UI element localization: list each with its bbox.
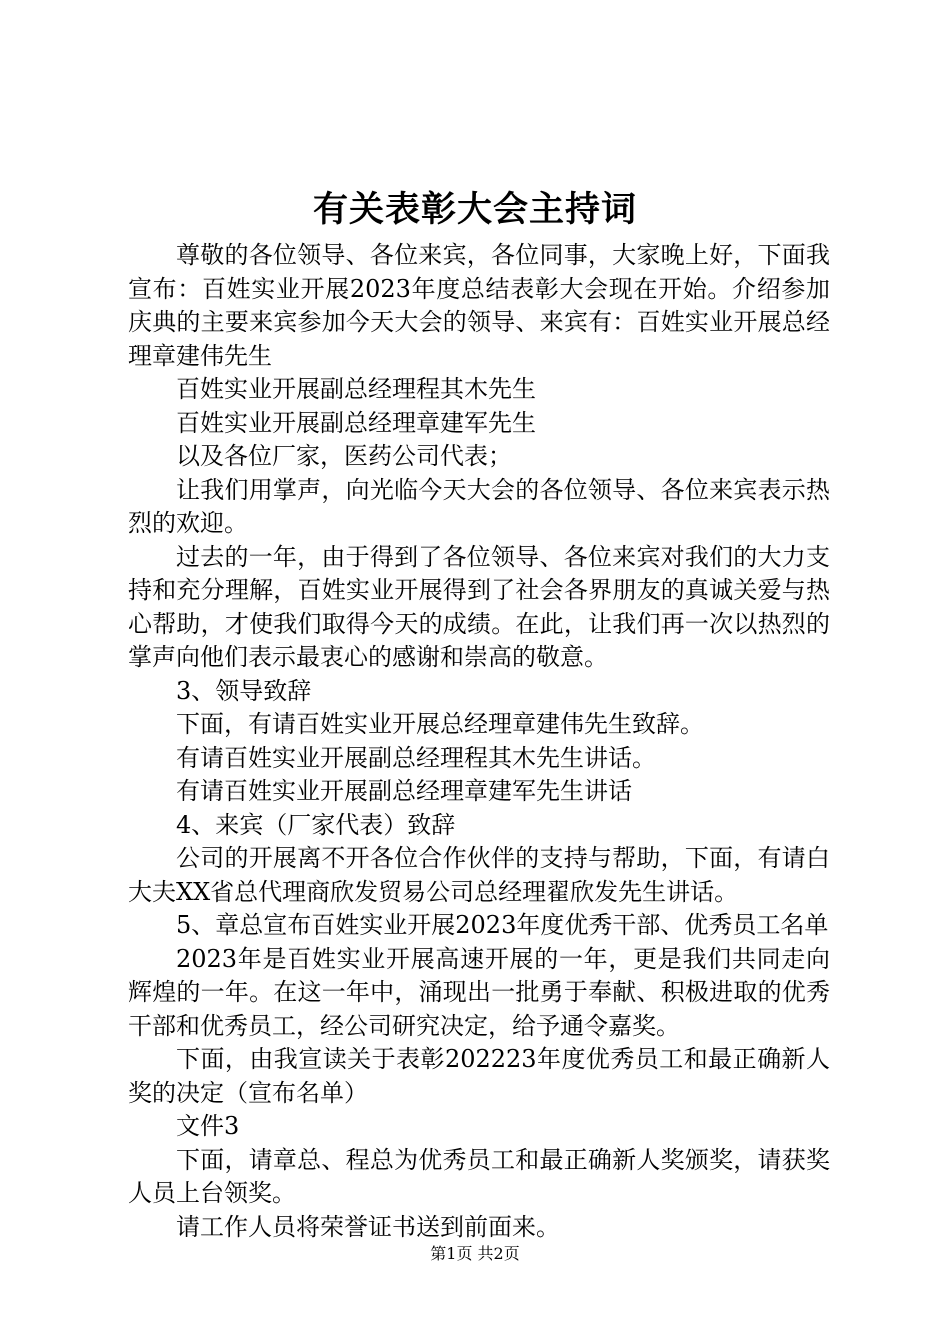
- paragraph-speech-2: 有请百姓实业开展副总经理程其木先生讲话。: [176, 743, 656, 772]
- paragraph-guest-others: 以及各位厂家，医药公司代表；: [176, 442, 512, 470]
- paragraph-thanks: 过去的一年，由于得到了各位领导、各位来宾对我们的大力支持和充分理解，百姓实业开展得到了社会各界朋友的真诚关爱与热心帮助，才使我们取得今天的成绩。在此，让我们再一次以热烈的掌声向他们表示最衷心的感谢和崇高的敬意。: [128, 542, 830, 671]
- section-heading-guest-speech: 4、来宾（厂家代表）致辞: [176, 810, 456, 839]
- document-title: 有关表彰大会主持词: [312, 189, 637, 230]
- paragraph-certificates: 请工作人员将荣誉证书送到前面来。: [176, 1212, 560, 1241]
- paragraph-greeting: 尊敬的各位领导、各位来宾，各位同事，大家晚上好，下面我宣布：百姓实业开展2023年度总结表彰大会现在开始。介绍参加庆典的主要来宾参加今天大会的领导、来宾有：百姓实业开展总经理章建伟先生: [128, 241, 830, 370]
- page-number-footer: 第1页 共2页: [430, 1244, 520, 1263]
- section-heading-leader-speech: 3、领导致辞: [176, 676, 312, 705]
- paragraph-guest-2: 百姓实业开展副总经理章建军先生: [176, 408, 536, 437]
- section-heading-awards: 5、章总宣布百姓实业开展2023年度优秀干部、优秀员工名单: [176, 911, 829, 939]
- paragraph-speech-1: 下面，有请百姓实业开展总经理章建伟先生致辞。: [176, 710, 704, 738]
- paragraph-speech-3: 有请百姓实业开展副总经理章建军先生讲话: [176, 777, 632, 805]
- document-body: [128, 239, 830, 1244]
- paragraph-year-review: 2023年是百姓实业开展高速开展的一年，更是我们共同走向辉煌的一年。在这一年中，涌现出一批勇于奉献、积极进取的优秀干部和优秀员工，经公司研究决定，给予通令嘉奖。: [128, 944, 830, 1040]
- paragraph-announcement: 下面，由我宣读关于表彰202223年度优秀员工和最正确新人奖的决定（宣布名单）: [128, 1045, 830, 1107]
- paragraph-guest-1: 百姓实业开展副总经理程其木先生: [176, 375, 536, 403]
- paragraph-partner-speech: 公司的开展离不开各位合作伙伴的支持与帮助，下面，有请白大夫XX省总代理商欣发贸易公司总经理翟欣发先生讲话。: [128, 844, 830, 906]
- paragraph-file-ref: 文件3: [176, 1112, 240, 1140]
- paragraph-award-presentation: 下面，请章总、程总为优秀员工和最正确新人奖颁奖，请获奖人员上台领奖。: [128, 1145, 830, 1207]
- paragraph-welcome: 让我们用掌声，向光临今天大会的各位领导、各位来宾表示热烈的欢迎。: [128, 475, 830, 537]
